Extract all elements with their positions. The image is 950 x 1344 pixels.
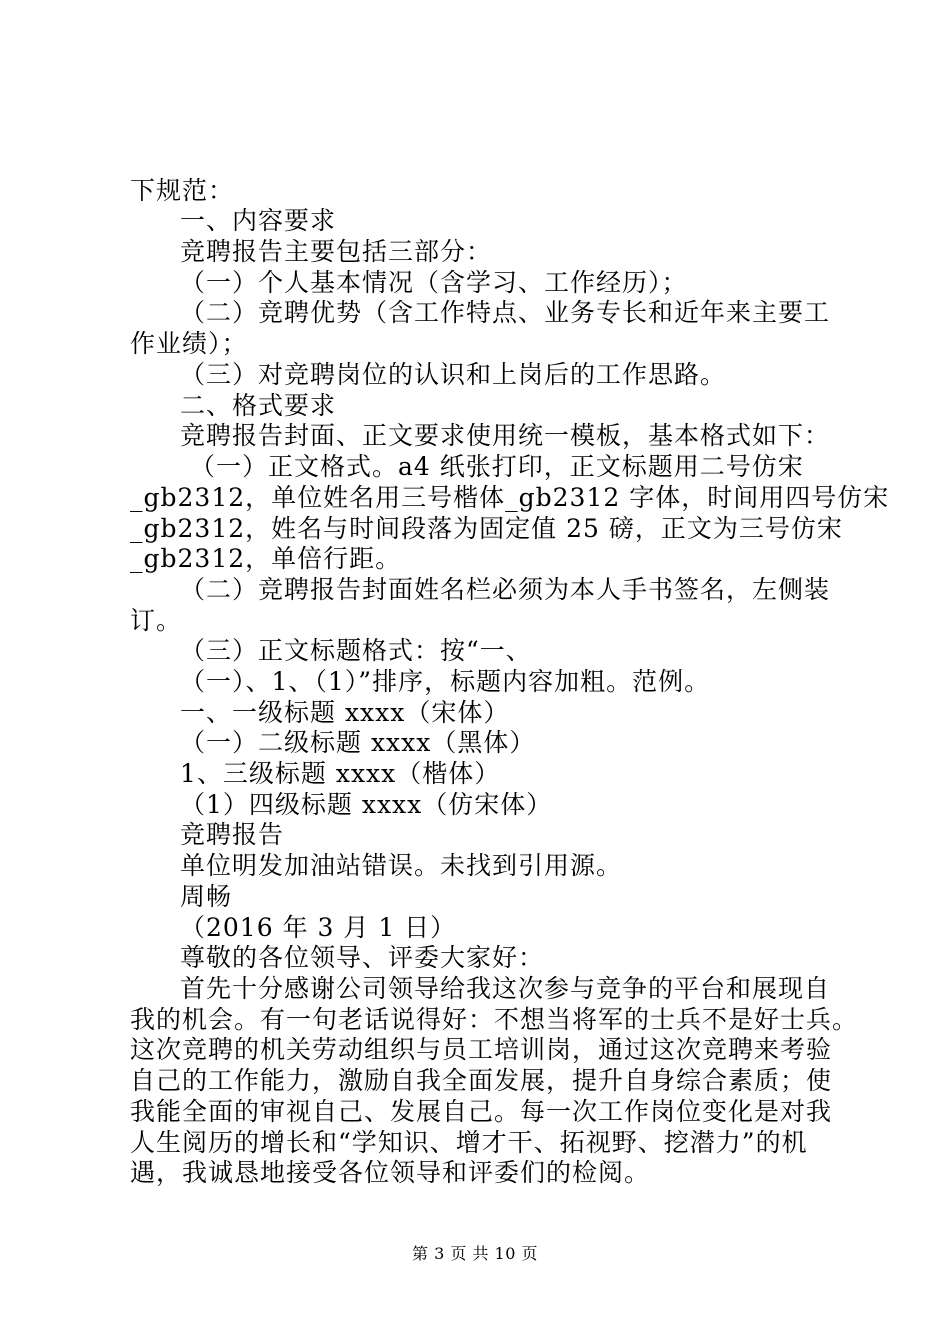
body-paragraph-line: 首先十分感谢公司领导给我这次参与竞争的平台和展现自 bbox=[180, 974, 831, 1003]
salutation: 尊敬的各位领导、评委大家好： bbox=[180, 943, 545, 972]
body-paragraph-line: 遇，我诚恳地接受各位领导和评委们的检阅。 bbox=[130, 1158, 651, 1187]
body-paragraph-line: 这次竞聘的机关劳动组织与员工培训岗，通过这次竞聘来考验 bbox=[130, 1035, 833, 1064]
text-line: （一）、1、（1）”排序，标题内容加粗。范例。 bbox=[180, 667, 711, 696]
report-unit: 单位明发加油站错误。未找到引用源。 bbox=[180, 851, 623, 880]
body-paragraph-line: 人生阅历的增长和“学知识、增才干、拓视野、挖潜力”的机 bbox=[130, 1128, 808, 1157]
text-line: _gb2312，单位姓名用三号楷体_gb2312 字体，时间用四号仿宋 bbox=[130, 483, 890, 512]
report-date: （2016 年 3 月 1 日） bbox=[180, 913, 457, 942]
text-line: （二）竞聘优势（含工作特点、业务专长和近年来主要工 bbox=[180, 298, 831, 327]
page-number-footer: 第 3 页 共 10 页 bbox=[412, 1244, 538, 1263]
text-line: 竞聘报告主要包括三部分： bbox=[180, 237, 493, 266]
text-line: 订。 bbox=[130, 606, 183, 635]
heading-example: 一、一级标题 xxxx（宋体） bbox=[180, 698, 510, 727]
text-line: 下规范： bbox=[130, 176, 235, 205]
body-paragraph-line: 我的机会。有一句老话说得好：不想当将军的士兵不是好士兵。 bbox=[130, 1005, 859, 1034]
section-heading: 一、内容要求 bbox=[180, 206, 337, 235]
text-line: 竞聘报告封面、正文要求使用统一模板，基本格式如下： bbox=[180, 421, 831, 450]
text-line: （一）正文格式。a4 纸张打印，正文标题用二号仿宋 bbox=[190, 452, 804, 481]
text-line: 作业绩）； bbox=[130, 329, 248, 358]
heading-example: （1）四级标题 xxxx（仿宋体） bbox=[180, 790, 553, 819]
report-title: 竞聘报告 bbox=[180, 820, 285, 849]
body-paragraph-line: 我能全面的审视自己、发展自己。每一次工作岗位变化是对我 bbox=[130, 1097, 833, 1126]
text-line: （一）个人基本情况（含学习、工作经历）； bbox=[180, 268, 688, 297]
text-line: _gb2312，姓名与时间段落为固定值 25 磅，正文为三号仿宋 bbox=[130, 514, 843, 543]
text-line: （二）竞聘报告封面姓名栏必须为本人手书签名，左侧装 bbox=[180, 575, 831, 604]
text-line: _gb2312，单倍行距。 bbox=[130, 544, 402, 573]
report-author: 周畅 bbox=[180, 882, 233, 911]
body-paragraph-line: 自己的工作能力，激励自我全面发展，提升自身综合素质；使 bbox=[130, 1066, 833, 1095]
heading-example: （一）二级标题 xxxx（黑体） bbox=[180, 728, 536, 757]
heading-example: 1、三级标题 xxxx（楷体） bbox=[180, 759, 501, 788]
text-line: （三）正文标题格式：按“一、 bbox=[180, 636, 532, 665]
text-line: （三）对竞聘岗位的认识和上岗后的工作思路。 bbox=[180, 360, 727, 389]
section-heading: 二、格式要求 bbox=[180, 391, 337, 420]
